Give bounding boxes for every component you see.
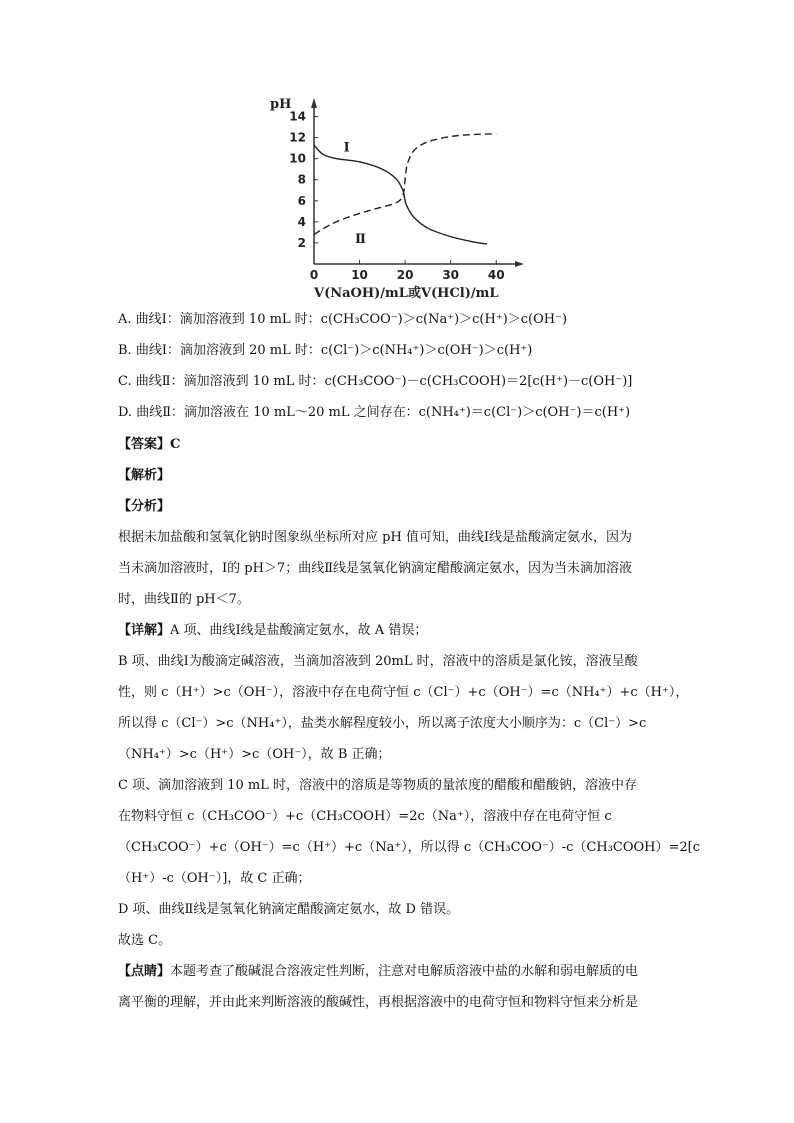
- chart-series: [314, 134, 496, 244]
- y-tick-label: 14: [289, 109, 306, 124]
- comment-line: [118, 962, 678, 982]
- analysis-line: 时，曲线Ⅱ的 pH＜7。: [118, 592, 250, 607]
- option-b: B. 曲线Ⅰ：滴加溶液到 20 mL 时：c(Cl⁻)＞c(NH₄⁺)＞c(OH⁻)＞c(H⁺): [118, 343, 533, 358]
- analysis-line: 当未滴加溶液时，Ⅰ的 pH＞7；曲线Ⅱ线是氢氧化钠滴定醋酸滴定氨水，因为当未滴加溶液: [118, 561, 633, 576]
- x-tick-label: 40: [487, 268, 505, 282]
- x-tick-label: 30: [442, 268, 460, 282]
- analysis-line: 根据未加盐酸和氢氧化钠时图象纵坐标所对应 pH 值可知，曲线Ⅰ线是盐酸滴定氨水，因为: [118, 530, 633, 545]
- series-line-ii: [314, 134, 496, 235]
- comment-text: 本题考查了酸碱混合溶液定性判断，注意对电解质溶液中盐的水解和弱电解质的电: [170, 964, 639, 979]
- detail-line: D 项、曲线Ⅱ线是氢氧化钠滴定醋酸滴定氨水，故 D 错误。: [118, 902, 460, 917]
- fenxi-heading: [118, 497, 170, 517]
- y-axis-label: pH: [270, 97, 292, 112]
- curve-label-ii: Ⅱ: [355, 231, 366, 247]
- fenxi-label: 【分析】: [118, 499, 171, 514]
- y-tick-label: 6: [297, 193, 306, 208]
- chart-ticks: [289, 110, 504, 282]
- curve-label-i: Ⅰ: [343, 140, 350, 156]
- answer-text: 【答案】C: [118, 437, 181, 452]
- titration-ph-chart: [262, 94, 532, 304]
- option-d: D. 曲线Ⅱ：滴加溶液在 10 mL～20 mL 之间存在：c(NH₄⁺)＝c(Cl⁻)＞c(OH⁻)＝c(H⁺): [118, 405, 631, 420]
- comment-label: 【点睛】: [118, 964, 171, 979]
- x-tick-label: 20: [396, 268, 414, 282]
- answer-line: [118, 435, 180, 455]
- y-tick-label: 10: [289, 151, 306, 166]
- detail-line: （H⁺）-c（OH⁻）]，故 C 正确；: [118, 871, 311, 886]
- x-axis-label: V(NaOH)/mL或V(HCl)/mL: [314, 286, 499, 301]
- detail-line: 所以得 c（Cl⁻）>c（NH₄⁺），盐类水解程度较小，所以离子浓度大小顺序为：c（Cl⁻）>c: [118, 716, 647, 731]
- x-axis-arrow: [515, 261, 524, 267]
- comment-line: 离平衡的理解，并由此来判断溶液的酸碱性，再根据溶液中的电荷守恒和物料守恒来分析是: [118, 995, 639, 1010]
- y-axis-arrow: [311, 98, 317, 108]
- detail-line: 故选 C。: [118, 933, 172, 948]
- y-tick-label: 4: [297, 214, 306, 229]
- detail-line: （NH₄⁺）>c（H⁺）>c（OH⁻），故 B 正确；: [118, 747, 391, 762]
- y-tick-label: 12: [289, 130, 306, 145]
- x-tick-label: 0: [309, 268, 319, 282]
- x-tick-label: 10: [351, 268, 368, 282]
- jiexi-label: 【解析】: [118, 468, 171, 483]
- option-a: A. 曲线Ⅰ：滴加溶液到 10 mL 时：c(CH₃COO⁻)＞c(Na⁺)＞c(H⁺)＞c(OH⁻): [118, 312, 568, 327]
- detail-line: B 项、曲线Ⅰ为酸滴定碱溶液，当滴加溶液到 20mL 时，溶液中的溶质是氯化铵，溶液呈酸: [118, 654, 638, 669]
- series-line-i: [314, 145, 487, 244]
- option-c: C. 曲线Ⅱ：滴加溶液到 10 mL 时：c(CH₃COO⁻)－c(CH₃COOH)＝2[c(H⁺)－c(OH⁻)]: [118, 374, 633, 389]
- detail-line: C 项、滴加溶液到 10 mL 时，溶液中的溶质是等物质的量浓度的醋酸和醋酸钠，溶液中存: [118, 778, 637, 793]
- detail-line: （CH₃COO⁻）+c（OH⁻）=c（H⁺）+c（Na⁺），所以得 c（CH₃COO⁻）-c（CH₃COOH）=2[c: [118, 840, 700, 855]
- detail-line: 性，则 c（H⁺）>c（OH⁻），溶液中存在电荷守恒 c（Cl⁻）+c（OH⁻）=c（NH₄⁺）+c（H⁺），: [118, 685, 689, 700]
- y-tick-label: 8: [297, 172, 306, 187]
- y-tick-label: 2: [297, 235, 306, 250]
- detail-line: [118, 621, 678, 641]
- detail-text: A 项、曲线Ⅰ线是盐酸滴定氨水，故 A 错误；: [170, 623, 428, 638]
- detail-line: 在物料守恒 c（CH₃COO⁻）+c（CH₃COOH）=2c（Na⁺），溶液中存在电荷守恒 c: [118, 809, 612, 824]
- chart-axes: [311, 98, 524, 267]
- jiexi-heading: [118, 466, 170, 486]
- detail-label: 【详解】: [118, 623, 171, 638]
